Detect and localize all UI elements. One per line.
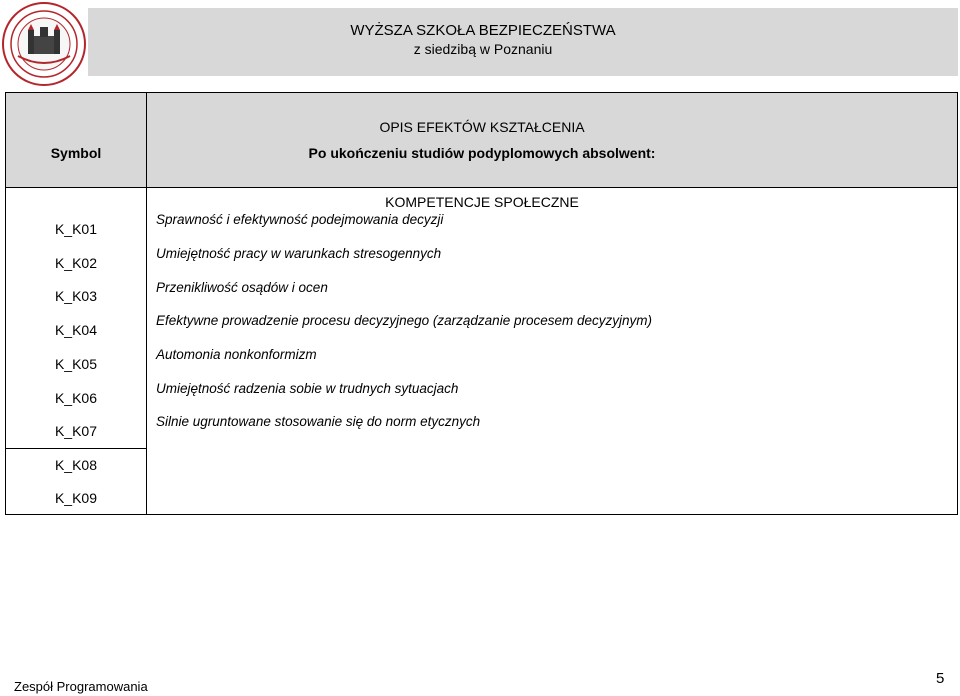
page-header-subtitle: z siedzibą w Poznaniu — [413, 41, 553, 57]
description-k02: Umiejętność pracy w warunkach stresogennych — [156, 246, 442, 261]
symbol-k05: K_K05 — [54, 356, 98, 372]
table-header-row — [6, 93, 957, 188]
symbol-k08: K_K08 — [54, 457, 98, 473]
symbol-k06: K_K06 — [54, 390, 98, 406]
description-k03: Przenikliwość osądów i ocen — [156, 280, 328, 295]
description-k01: Sprawność i efektywność podejmowania decyzji — [156, 212, 444, 227]
page-number: 5 — [936, 670, 945, 687]
header-subtitle: Po ukończeniu studiów podyplomowych absolwent: — [308, 145, 656, 161]
description-k06: Umiejętność radzenia sobie w trudnych sytuacjach — [156, 381, 459, 396]
column-divider-body — [146, 188, 147, 514]
symbol-k01: K_K01 — [54, 221, 98, 237]
symbol-k02: K_K02 — [54, 255, 98, 271]
row-divider — [6, 448, 146, 449]
section-heading: KOMPETENCJE SPOŁECZNE — [385, 194, 579, 210]
footer-team: Zespół Programowania — [14, 679, 148, 694]
symbol-k07: K_K07 — [54, 423, 98, 439]
page-header-title: WYŻSZA SZKOŁA BEZPIECZEŃSTWA — [350, 22, 616, 39]
header-title: OPIS EFEKTÓW KSZTAŁCENIA — [379, 119, 585, 135]
header-symbol: Symbol — [50, 145, 102, 161]
description-k04: Efektywne prowadzenie procesu decyzyjnego (zarządzanie procesem decyzyjnym) — [156, 313, 652, 328]
symbol-k04: K_K04 — [54, 322, 98, 338]
description-k05: Automonia nonkonformizm — [156, 347, 317, 362]
symbol-k03: K_K03 — [54, 288, 98, 304]
university-logo — [0, 0, 88, 88]
symbol-k09: K_K09 — [54, 490, 98, 506]
description-k07: Silnie ugruntowane stosowanie się do norm etycznych — [156, 414, 481, 429]
learning-outcomes-table — [5, 92, 958, 515]
column-divider — [146, 93, 147, 188]
